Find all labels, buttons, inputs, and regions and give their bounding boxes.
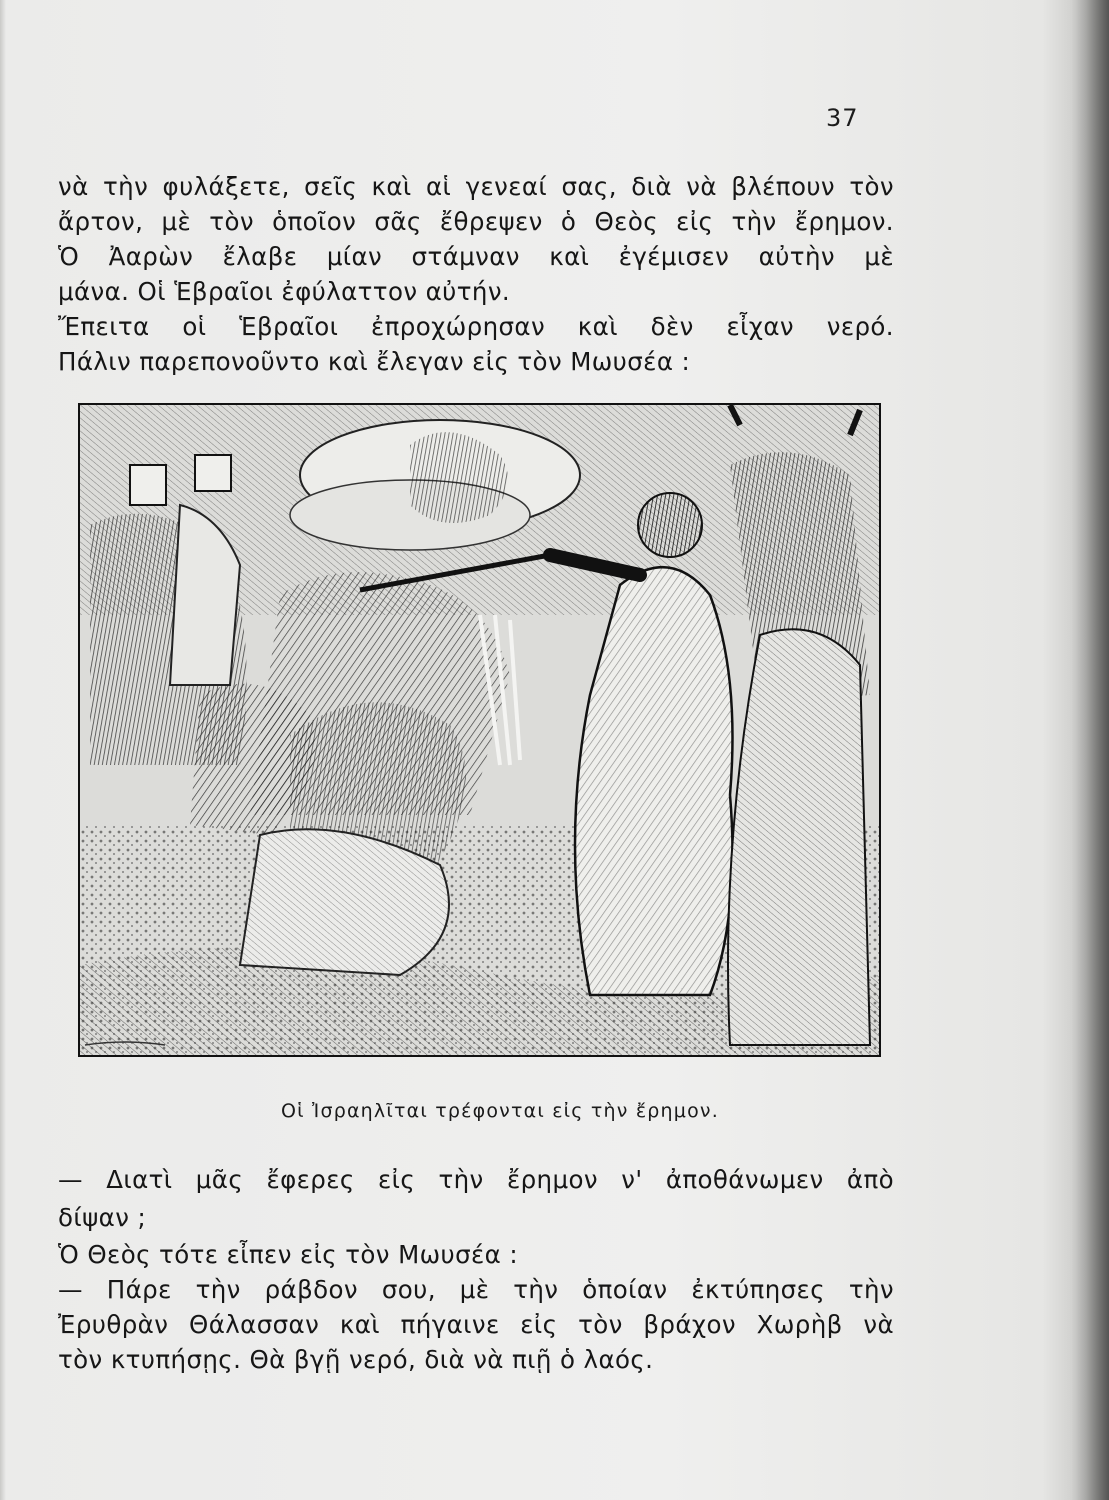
text-line: νὰ τὴν φυλάξετε, σεῖς καὶ αἱ γενεαί σας, διὰ νὰ βλέπουν τὸν — [58, 172, 894, 201]
illustration — [78, 403, 881, 1057]
text-line: Ὁ Ἀαρὼν ἔλαβε μίαν στάμναν καὶ ἐγέμισεν αὐτὴν μὲ — [58, 242, 894, 271]
text-line: δίψαν ; — [58, 1203, 147, 1232]
engraving-image — [80, 405, 879, 1055]
text-line: — Πάρε τὴν ράβδον σου, μὲ τὴν ὁποίαν ἐκτύπησες τὴν — [58, 1275, 894, 1304]
page-right-shadow — [1071, 0, 1109, 1500]
text-line: Ὁ Θεὸς τότε εἶπεν εἰς τὸν Μωυσέα : — [58, 1240, 519, 1269]
text-line: μάνα. Οἱ Ἑβραῖοι ἐφύλαττον αὐτήν. — [58, 277, 511, 306]
figure-caption: Οἱ Ἰσραηλῖται τρέφονται εἰς τὴν ἔρημον. — [281, 1100, 719, 1122]
text-line: τὸν κτυπήσῃς. Θὰ βγῇ νερό, διὰ νὰ πιῇ ὁ λαός. — [58, 1345, 654, 1374]
page-number: 37 — [826, 104, 859, 132]
text-line: ἄρτον, μὲ τὸν ὁποῖον σᾶς ἔθρεψεν ὁ Θεὸς εἰς τὴν ἔρημον. — [58, 207, 894, 236]
text-line: — Διατὶ μᾶς ἔφερες εἰς τὴν ἔρημον ν' ἀποθάνωμεν ἀπὸ — [58, 1165, 894, 1194]
text-line: Ἔπειτα οἱ Ἑβραῖοι ἐπροχώρησαν καὶ δὲν εἶχαν νερό. — [58, 312, 894, 341]
page-left-shadow — [0, 0, 6, 1500]
text-line: Πάλιν παρεπονοῦντο καὶ ἔλεγαν εἰς τὸν Μωυσέα : — [58, 347, 691, 376]
text-line: Ἐρυθρὰν Θάλασσαν καὶ πήγαινε εἰς τὸν βράχον Χωρὴβ νὰ — [58, 1310, 894, 1339]
